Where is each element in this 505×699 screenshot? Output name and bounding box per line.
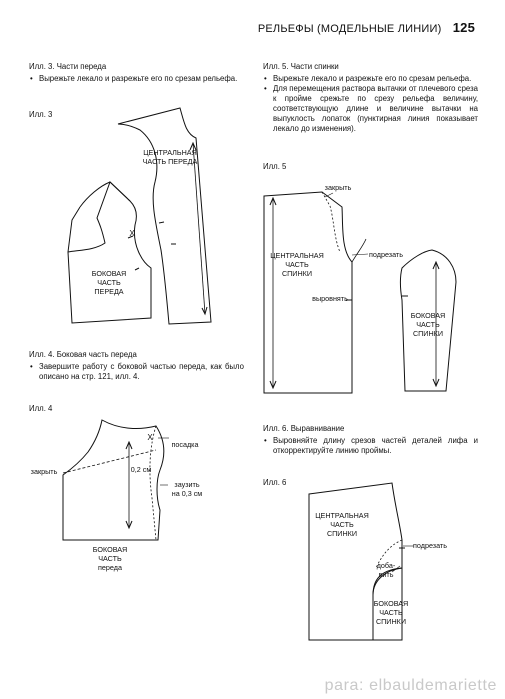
fig5-center-label-1: ЦЕНТРАЛЬНАЯ (270, 251, 324, 260)
page-number: 125 (452, 20, 475, 35)
fig4-fit-label: посадка (171, 440, 199, 449)
section-title: Илл. 6. Выравнивание (263, 424, 345, 433)
fig5-drawing (264, 192, 456, 393)
fig4-x-mark: X (147, 433, 153, 442)
fig3-center-label-1: ЦЕНТРАЛЬНАЯ (143, 148, 197, 157)
fig6-center-label-1: ЦЕНТРАЛЬНАЯ (315, 511, 369, 520)
bullet-item: • Вырежьте лекало и разрежьте его по срезам рельефа. (273, 74, 478, 84)
bullet-item: • Завершите работу с боковой частью переда, как было описано на стр. 121, илл. 4. (39, 362, 244, 382)
fig4-side-label-1: БОКОВАЯ (92, 545, 128, 554)
fig4-narrow-label-2: на 0,3 см (171, 489, 203, 498)
fig5-side-label-3: СПИНКИ (412, 329, 444, 338)
fig3-center-front-piece (118, 108, 211, 324)
fig5-side-label-1: БОКОВАЯ (410, 311, 446, 320)
fig5-leader (352, 254, 368, 255)
fig5-center-back-piece (264, 192, 352, 393)
fig3-side-front-piece (68, 182, 151, 323)
fig4-side-label-2: ЧАСТЬ (98, 554, 122, 563)
caption-fig4: Илл. 4 (29, 404, 53, 413)
fig6-add-label-1: доба- (376, 561, 396, 570)
section-title: Илл. 3. Части переда (29, 62, 107, 71)
fig5-trim-label: подрезать (369, 250, 403, 259)
fig4-drawing (63, 420, 169, 540)
running-title: РЕЛЬЕФЫ (МОДЕЛЬНЫЕ ЛИНИИ) (257, 23, 442, 35)
fig4-measure-label: 0,2 см (130, 465, 152, 474)
fig3-side-label-1: БОКОВАЯ (91, 269, 127, 278)
fig6-add-label-2: вить (378, 570, 394, 579)
fig6-center-label-2: ЧАСТЬ (330, 520, 354, 529)
fig3-side-label-3: ПЕРЕДА (94, 287, 124, 296)
fig3-notch (159, 222, 164, 223)
fig3-center-label-2: ЧАСТЬ ПЕРЕДА (142, 157, 198, 166)
fig6-side-label-1: БОКОВАЯ (373, 599, 409, 608)
section-title: Илл. 5. Части спинки (263, 62, 339, 71)
fig6-side-label-2: ЧАСТЬ (379, 608, 403, 617)
fig5-center-label-3: СПИНКИ (281, 269, 313, 278)
fig4-narrow-label-1: заузить (174, 480, 200, 489)
bullet-item: • Вырежьте лекало и разрежьте его по срезам рельефа. (39, 74, 244, 84)
caption-fig3: Илл. 3 (29, 110, 53, 119)
fig3-drawing (68, 108, 211, 324)
fig6-center-label-3: СПИНКИ (326, 529, 358, 538)
bullet-item: • Выровняйте длину срезов частей деталей лифа и откорректируйте линию проймы. (273, 436, 478, 456)
fig5-close-label: закрыть (324, 183, 352, 192)
fig3-x-mark: X (129, 229, 135, 238)
fig5-original-armhole (322, 192, 340, 252)
fig6-side-label-3: СПИНКИ (375, 617, 407, 626)
caption-fig5: Илл. 5 (263, 162, 287, 171)
bullet-item: • Для перемещения раствора вытачки от плечевого среза к пройме срежьте по срезу рельефа величину, соответствующую длине и величине вытачки на выпуклость лопаток (пунктирная линия показывает лекало до изменения). (273, 84, 478, 134)
fig4-original-seam (150, 426, 156, 540)
section-title: Илл. 4. Боковая часть переда (29, 350, 137, 359)
fig4-side-label-3: переда (98, 563, 122, 572)
fig3-notch (135, 268, 139, 270)
fig6-trim-label: подрезать (413, 541, 447, 550)
fig5-side-label-2: ЧАСТЬ (416, 320, 440, 329)
caption-fig6: Илл. 6 (263, 478, 287, 487)
fig5-center-label-2: ЧАСТЬ (285, 260, 309, 269)
fig5-align-label: выровнять (312, 294, 348, 303)
fig3-side-label-2: ЧАСТЬ (97, 278, 121, 287)
fig4-close-label: закрыть (30, 467, 58, 476)
fig5-trim-curve (352, 239, 366, 262)
watermark: para: elbauldemariette (324, 677, 497, 694)
fig3-lower-armhole (68, 207, 80, 252)
